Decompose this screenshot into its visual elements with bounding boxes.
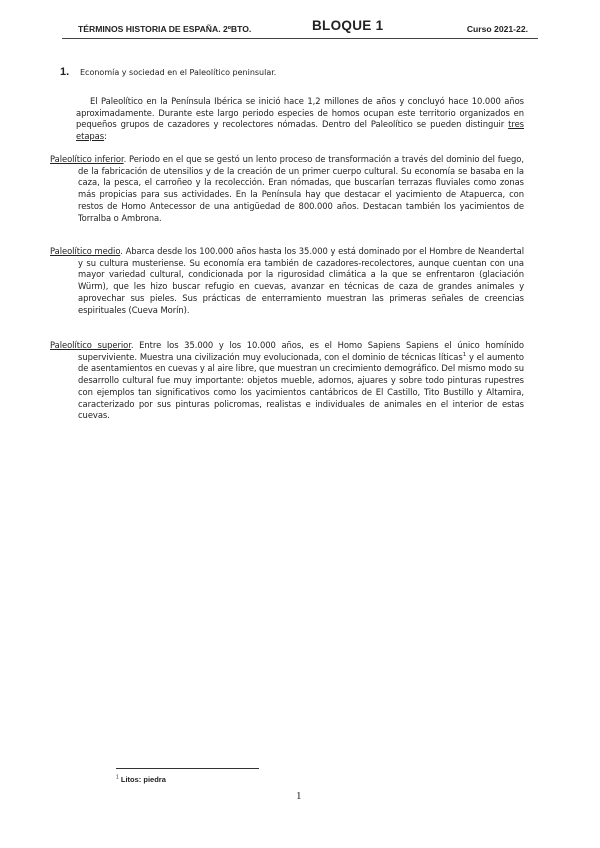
- footnote-text: Litos: piedra: [118, 775, 166, 784]
- stage-term: Paleolítico medio: [50, 246, 121, 256]
- header-block-title: BLOQUE 1: [312, 18, 384, 33]
- section-number: 1.: [60, 66, 70, 78]
- intro-end: :: [104, 131, 107, 142]
- page-number: 1: [296, 790, 302, 802]
- stage-term: Paleolítico inferior: [50, 154, 124, 164]
- intro-text: El Paleolítico en la Península Ibérica se inició hace 1,2 millones de años y concluyó hace 10.000 años aproximadamente. Durante este largo periodo especies de homos ocupan este territorio organizados en pequeños grupos de cazadores y recolectores nómadas. Dentro del Paleolítico se pueden distinguir: [76, 96, 524, 130]
- stage-paragraph-middle: [50, 246, 524, 316]
- stage-text: . Entre los 35.000 y los 10.000 años, es el Homo Sapiens Sapiens el único homínido superviviente. Muestra una civilización muy evolucionada, con el dominio de técnicas líticas: [78, 340, 524, 362]
- header-school-year: Curso 2021-22.: [466, 24, 528, 34]
- stage-text-continued: y el aumento de asentamientos en cuevas y al aire libre, que muestran un crecimiento demográfico. Del mismo modo su desarrollo cultural fue muy importante: objetos mueble, adornos, ajuares y sobre todo pinturas rupestres con ejemplos tan significativos como los yacimientos cantábricos de El Castillo, Tito Bustillo y Altamira, caracterizado por sus pinturas policromas, realistas e individuales de animales en el interior de estas cuevas.: [78, 351, 524, 421]
- page-header: [62, 18, 538, 39]
- stage-text: . Periodo en el que se gestó un lento proceso de transformación a través del dominio del fuego, de la fabricación de utensilios y de la creación de un primer cuerpo cultural. Su economía se basaba en la caza, la pesca, el carroñeo y la recolección. Eran nómadas, que buscarían terrazas fluviales como zonas más propicias para sus actividades. En la Península hay que destacar el yacimiento de Atapuerca, con restos de Homo Antecessor de una antigüedad de 800.000 años. Destacan también los yacimientos de Torralba o Ambrona.: [78, 154, 524, 223]
- footnote: [116, 775, 166, 784]
- intro-emphasis: tres etapas: [76, 119, 524, 142]
- footnote-marker: 1: [116, 774, 119, 781]
- stage-text: . Abarca desde los 100.000 años hasta los 35.000 y está dominado por el Hombre de Neandertal y su cultura musteriense. Su economía era también de cazadores-recolectores, aunque cuentan con una mayor variedad cultural, condicionada por la rigurosidad climática a la que se enfrentaron (glaciación Würm), que les hizo buscar refugio en cuevas, avanzar en técnicas de caza de grandes animales y aprovechar sus pieles. Sus prácticas de enterramiento muestran las primeras señales de creencias espirituales (Cueva Morín).: [78, 246, 524, 315]
- stage-paragraph-lower: [50, 154, 524, 224]
- section-title: Economía y sociedad en el Paleolítico peninsular.: [80, 68, 277, 77]
- stage-paragraph-upper: [50, 340, 524, 422]
- stage-term: Paleolítico superior: [50, 340, 131, 350]
- intro-paragraph: [76, 96, 524, 143]
- footnote-reference[interactable]: 1: [462, 351, 467, 358]
- header-course-title: TÉRMINOS HISTORIA DE ESPAÑA. 2ºBTO.: [78, 24, 252, 34]
- footnote-separator: [116, 768, 259, 769]
